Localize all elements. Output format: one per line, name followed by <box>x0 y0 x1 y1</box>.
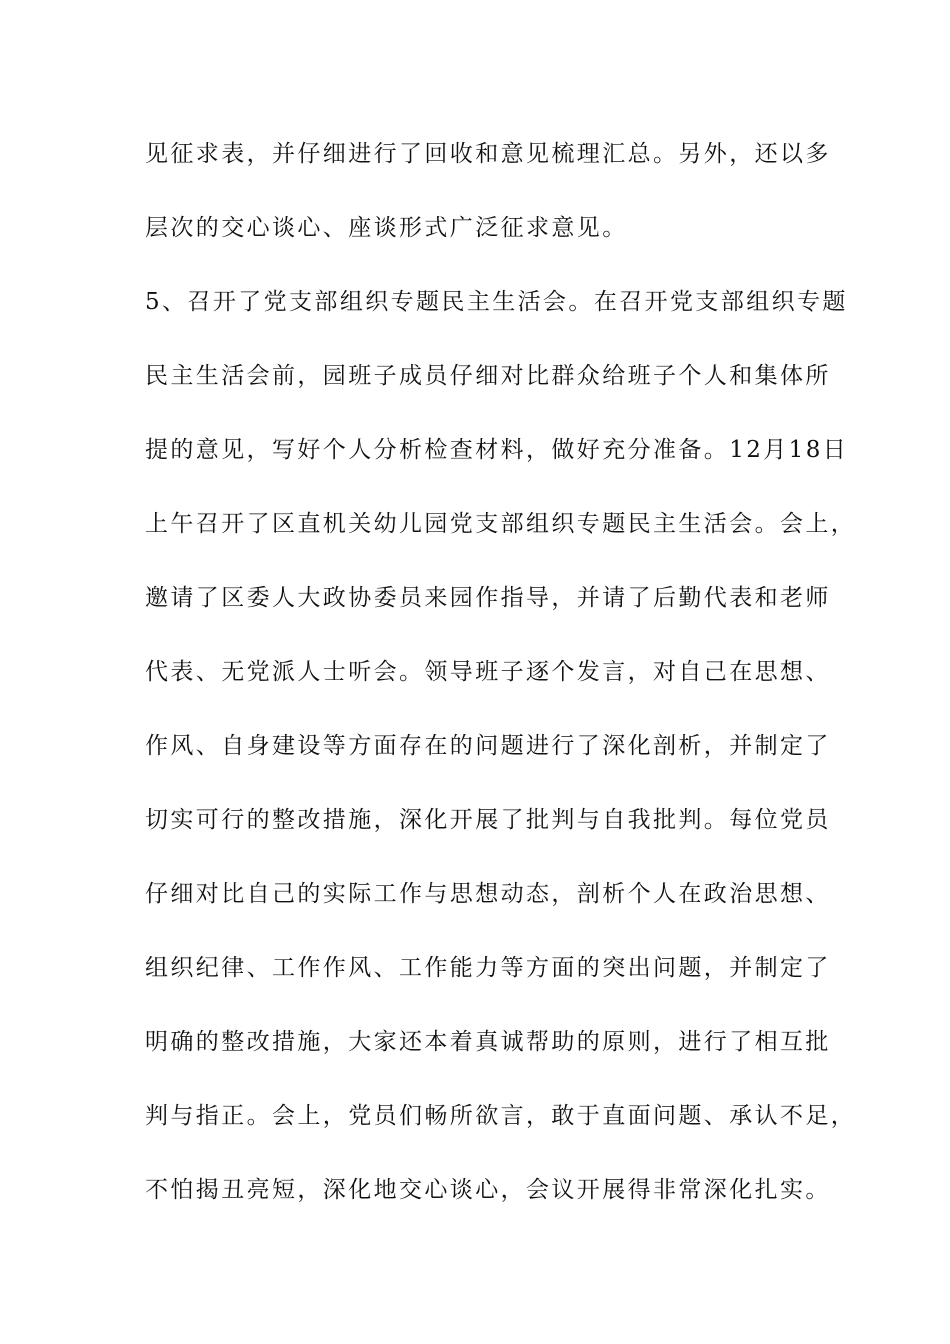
text-line: 组织纪律、工作作风、工作能力等方面的突出问题，并制定了 <box>145 955 831 981</box>
text-line: 作风、自身建设等方面存在的问题进行了深化剖析，并制定了 <box>145 733 831 759</box>
text-line: 明确的整改措施，大家还本着真诚帮助的原则，进行了相互批 <box>145 1029 831 1055</box>
text-line: 切实可行的整改措施，深化开展了批判与自我批判。每位党员 <box>145 807 831 833</box>
text-line: 层次的交心谈心、座谈形式广泛征求意见。 <box>145 215 628 241</box>
text-line: 代表、无党派人士听会。领导班子逐个发言，对自己在思想、 <box>145 659 831 685</box>
text-line: 不怕揭丑亮短，深化地交心谈心，会议开展得非常深化扎实。 <box>145 1177 831 1203</box>
text-line: 上午召开了区直机关幼儿园党支部组织专题民主生活会。会上， <box>145 511 857 537</box>
text-line: 邀请了区委人大政协委员来园作指导，并请了后勤代表和老师 <box>145 585 831 611</box>
text-line: 仔细对比自己的实际工作与思想动态，剖析个人在政治思想、 <box>145 881 831 907</box>
body-text <box>145 130 857 1240</box>
text-line: 判与指正。会上，党员们畅所欲言，敢于直面问题、承认不足， <box>145 1103 857 1129</box>
text-line: 见征求表，并仔细进行了回收和意见梳理汇总。另外，还以多 <box>145 141 831 167</box>
text-line: 5、召开了党支部组织专题民主生活会。在召开党支部组织专题 <box>145 289 848 315</box>
text-line: 民主生活会前，园班子成员仔细对比群众给班子个人和集体所 <box>145 363 831 389</box>
text-line: 提的意见，写好个人分析检查材料，做好充分准备。12月18日 <box>145 437 849 463</box>
